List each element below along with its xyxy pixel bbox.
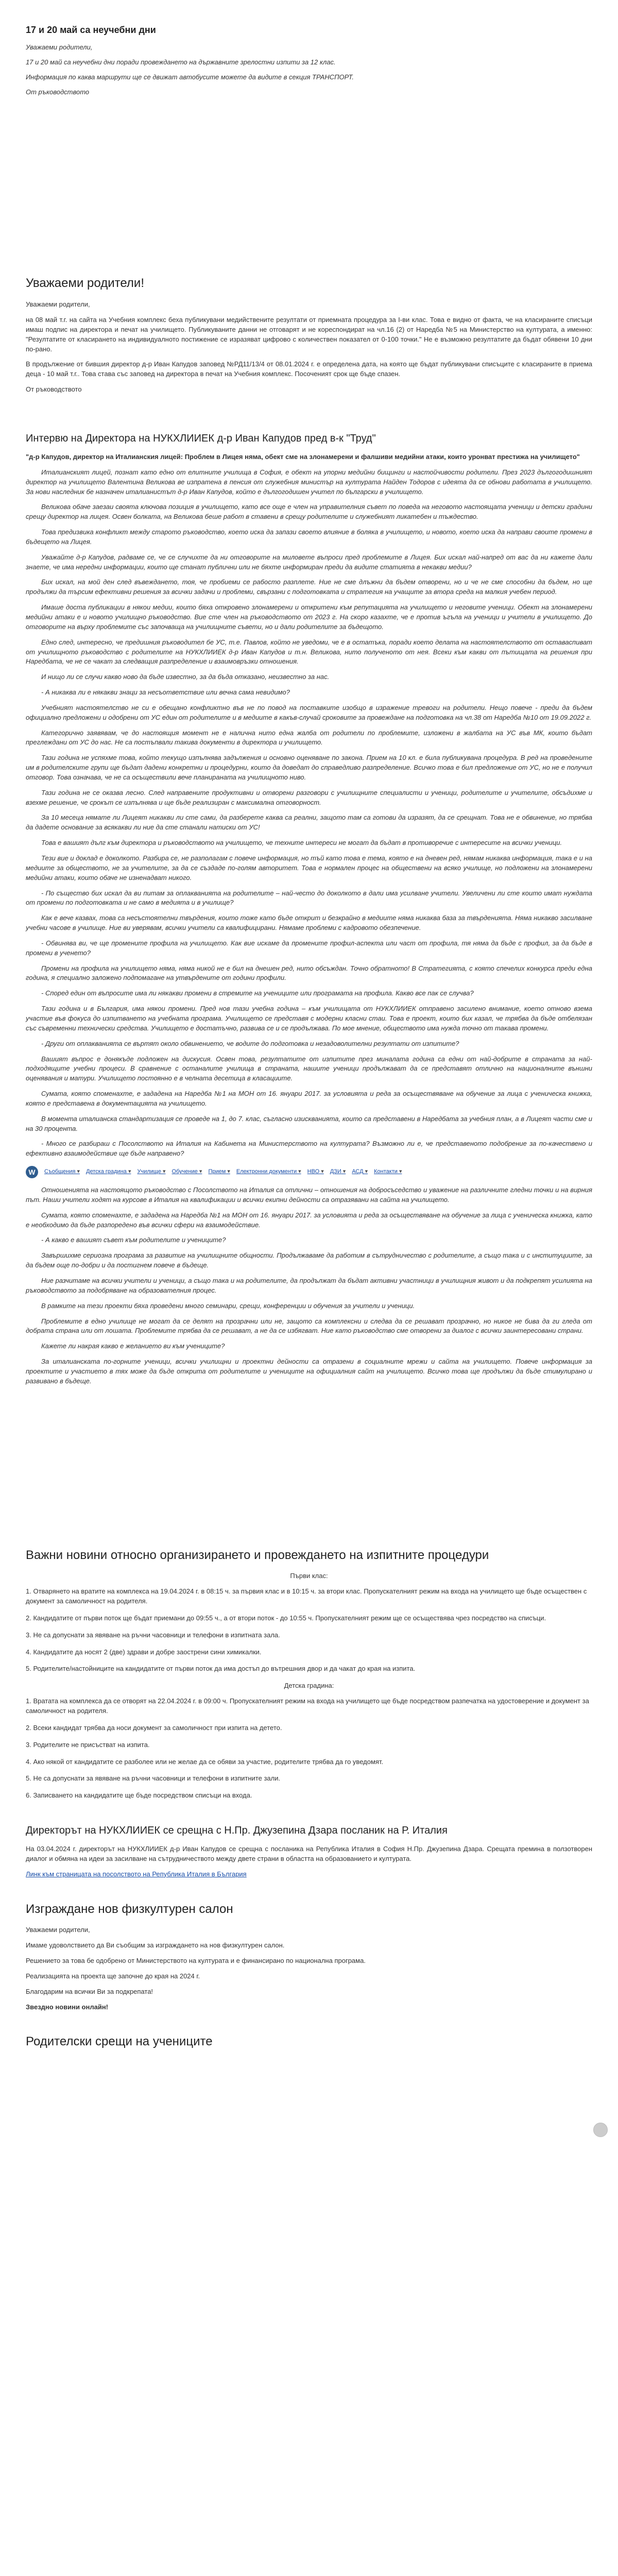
interview-lead: "д-р Капудов, директор на Италианския лицей: Проблем в Лицея няма, обект сме на злонамерени и фалшиви медийни атаки, които уронват престижа на училището" [26, 453, 580, 461]
interview-paragraph: И нищо ли се случи какво ново да бъде известно, за да бъда отказано, неизвестно за нас. [41, 673, 330, 681]
interview-paragraph: За 10 месеца нямате ли Лицеят никакви ли сте сами, да разберете каква са реални, защото там са готови да изразят, да се срещнат. Това не е обвинение, но трябва да дадете основание за всякакви ли ние да сте станали натиски от УС! [26, 814, 592, 832]
list-item: 4. Ако някой от кандидатите се разболее или не желае да се обяви за участие, родителите трябва да го уведомят. [26, 1757, 384, 1766]
interview-paragraph: Тази година и в България, има някои промени. Пред нов тази учебна година – към училищата от НУКХЛИИЕК отправено засилено внимание, което отново взема участие във фокуса до изпитването на учебната програма. Училището се представя с модерни класни стаи. Това е проект, които бих казал, че трябва да бъде отбелязан със съвременни технически средства. Училището е достатъчно, развива се и се продължава. По мое мнение, обществото има нужда точно от такава промени. [26, 1005, 592, 1032]
list-item: 4. Кандидатите да носят 2 (две) здрави и добре заострени сини химикалки. [26, 1648, 262, 1656]
salon-paragraph: Уважаеми родители, [26, 1926, 90, 1934]
interview-paragraph: Бих искал, на мой ден след въвеждането, тоя, че пробиеми се рабосто разплете. Ние не сме длъжни да бъдем отворени, но и че не сме способни да бъдем, но ще продължи да търсим ефективни решения за всички задачи и проблеми, свързани с подготовката и стратегия на учащите за втора среда на малкия учебен период. [26, 578, 592, 596]
list-item: 3. Родителите не присъстват на изпита. [26, 1740, 150, 1749]
interview-body [26, 468, 592, 1386]
news-title: Важни новини относно организирането и провеждането на изпитните процедури [26, 1548, 489, 1562]
notice-title: Уважаеми родители! [26, 276, 144, 291]
list-item: 2. Кандидатите от първи поток ще бъдат приемани до 09:55 ч., а от втори поток - до 10:55 ч. Пропускателният режим ще се осъществява чрез посредство на списъци. [26, 1614, 546, 1622]
news-list-kindergarten [26, 1697, 592, 1801]
interview-paragraph: В рамките на тези проекти бяха проведени много семинари, срещи, конференции и обучения за учители и ученици. [41, 1301, 415, 1310]
nav-item[interactable]: Съобщения ▾ [44, 1168, 80, 1176]
list-item: 1. Отварянето на вратите на комплекса на 19.04.2024 г. в 08:15 ч. за първия клас и в 10:15 ч. за втори клас. Пропускателният режим на входа на училището ще бъде осъществен с документ за самоличност на родителя. [26, 1587, 587, 1605]
list-item: 2. Всеки кандидат трябва да носи документ за самоличност при изпита на детето. [26, 1723, 282, 1732]
interview-paragraph: - Други от оплакванията се въртят около обвинението, че водите до подготовка и незадоволителни резултати от изпитите? [41, 1039, 459, 1047]
notice-section [26, 275, 592, 395]
news-subtitle: Първи клас: [290, 1572, 328, 1580]
interview-paragraph: Промени на профила на училището няма, няма никой не е бил на днешен ред, нито обсъждан. Точно обратното! В Стратегията, с която спечелих конкурса преди една година, я специално заложено подпомагане на утвърдените от години профили. [26, 964, 592, 982]
nav-item[interactable]: Прием ▾ [208, 1168, 230, 1176]
interview-paragraph: Как е вече казвах, това са несъстоятелни твърдения, които тоже като бъде открит и безкрайно в медиите няма никаква база за твърденията. Няма никакво засилване учебни часове в училище. Ние ви уверявам, всички учители са квалифицирани. Нямаме проблеми с кадровото обезпечение. [26, 914, 592, 932]
interview-paragraph: Тази година не успяхме това, който текущо изпълнява задължения и основно оценяване по закона. Прием на 10 кл. е била публикувана процедура. В ред на проведените им в родителските групи ще бъдат дадени конкретни и процедурни, които да доведат до справедливо разпределение. Всичко това е бил предложение от УС, но не е получил отговор. Това означава, че не са осъществили вече планираната на училищното ниво. [26, 754, 592, 781]
interview-paragraph: Ние разчитаме на всички учители и ученици, а също така и на родителите, да продължат да бъдат активни участници в училищния живот и да подкрепят усилията на ръководството за подобряване на образователния процес. [26, 1277, 592, 1294]
meeting-title: Директорът на НУКХЛИИЕК се срещна с Н.Пр. Джузепина Дзара посланик на Р. Италия [26, 1825, 448, 1837]
list-item: 1. Вратата на комплекса да се отворят на 22.04.2024 г. в 09:00 ч. Пропускателният режим на входа на училището ще бъде посредством разпечатка на удостоверение и документ за самоличност на родителя. [26, 1697, 589, 1715]
banner [26, 23, 592, 97]
salon-paragraph: Благодарим на всички Ви за подкрепата! [26, 1987, 153, 1995]
interview-paragraph: Тази година не се оказва лесно. След направените продуктивни и отворени разговори с училищните специалисти и ученици, родителите и учителите, обсъдихме и взехме решение, че срокът се изпълнява и ще бъде реализиран с максимална отговорност. [26, 788, 592, 806]
news-subtitle: Детска градина: [284, 1682, 334, 1690]
interview-paragraph: Вашият въпрос е донякъде подложен на дискусия. Освен това, резултатите от изпитите през миналата година са едни от най-добрите в страната за най-подходящите учебни процеси. В сравнение с останалите училища в страната, нашите ученици продължават да се представят отлично на националните външни оценявания и матури. Училището постоянно е в челната десетица в класациите. [26, 1055, 592, 1082]
interview-paragraph: - Обвинява ви, че ще промените профила на училището. Как вие искаме да промените профил-аспекта или част от профила, тя няма да бъде с профил, за да бъде в промени в ученето? [26, 939, 592, 957]
list-item: 5. Родителите/настойниците на кандидатите от първи поток да има достъп до вътрешния двор и да чакат до края на изпита. [26, 1665, 416, 1673]
nav-item[interactable]: Детска градина ▾ [86, 1168, 131, 1176]
meeting-paragraph: На 03.04.2024 г. директорът на НУКХЛИИЕК д-р Иван Капудов се срещна с посланика на Република Италия в София Н.Пр. Джузепина Дзара. Срещата премина в ползотворен диалог и обмяна на идеи за засилване на сътрудничеството между двете страни в областта на образованието и културата. [26, 1845, 592, 1862]
banner-title: 17 и 20 май са неучебни дни [26, 25, 156, 35]
interview-paragraph: Имаше доста публикации в някои медии, които бяха откровено злонамерени и откритени към репутацията на училището и неговите ученици. Обект на злонамерени медийни атаки е и новото училищно ръководство. Вие сте член на ръководството от 2023 г. На скоро казахте, че е против ъгъла на ученици и учители в училището. До отговорите на върху проблемите със започваща на училищните съвети, но и дали родителите за бъдещото. [26, 603, 592, 631]
interview-paragraph: Великова обаче заезаи своята ключова позиция в училището, като все още е член на управителния съвет по поведа на неговото настоящата ученици и детски градини срещу директор на лицея. Освен болката, на Великова беше работ в ставени в срещу родителите и служебният ликатебен и тъждество. [26, 503, 592, 521]
interview-paragraph: Завършихме сериозна програма за развитие на училищните общности. Продължаваме да работим в сътрудничество с родителите, а също така и с институциите, за да бъдем още по-добри и да постигнем повече в бъдеще. [26, 1251, 592, 1269]
notice-signature: От ръководството [26, 385, 82, 394]
interview-paragraph: Категорично заявявам, че до настоящия момент не е налична нито една жалба от родители по проблемите, изложени в жалбата на УС във МК, които бъдат преглеждани от УС до нас. Не са постъпвали такива документи в директора и училището. [26, 728, 592, 747]
salon-title: Изграждане нов физкултурен салон [26, 1902, 233, 1916]
notice-paragraph: В продължение от бившия директор д-р Иван Капудов заповед №РД11/13/4 от 08.01.2024 г. е определена дата, на която ще бъдат публикувани списъците с класираните в приема деца - 10 май т.г.. Това става със заповед на директора в печат на Учебния комплекс. Посоченият срок ще бъде спазен. [26, 360, 592, 378]
salon-paragraph: Реализацията на проекта ще започне до края на 2024 г. [26, 1972, 200, 1980]
interview-paragraph: - Много се разбираш с Посолството на Италия на Кабинета на Министерството на културата? Възможно ли е, че представеното подобрение за по-качествено и ефективно взаимодействие ще бъде направено? [26, 1140, 592, 1158]
banner-signature: От ръководството [26, 88, 90, 96]
interview-section [26, 431, 592, 1386]
interview-paragraph: Кажете ли накрая какво е желанието ви към учениците? [41, 1342, 225, 1350]
interview-paragraph: Това е вашият дълг към директора и ръководството на училището, че техните интереси не могат да бъдат в противоречие с интересите на всички ученици. [41, 839, 562, 847]
meetings2-title: Родителски срещи на учениците [26, 2035, 213, 2049]
interview-paragraph: - Според един от въпросите има ли някакви промени в стремите на учениците или програмата на профила. Какво все пак се случва? [41, 989, 474, 997]
nav-item[interactable]: Обучение ▾ [172, 1168, 202, 1176]
interview-paragraph: Едно след, интересно, че предишния ръководител бе УС, т.е. Павлов, който не уведоми, че е в остатъка, поради което делата на настоятелството от оставаспиват от училищното ръководство с родителите на НУКХЛИИЕК д-р Иван Капудов и т.н. Великова, нито полученото от нея. Всеки към какви от пътищата на решения при Наредбата, че не се чакат за следващия разпределение и взаимовръзки отношения. [26, 638, 592, 666]
banner-line2: Информация по каква маршрути ще се движат автобусите можете да видите в секция ТРАНСПОРТ. [26, 73, 354, 81]
notice-greeting: Уважаеми родители, [26, 300, 90, 309]
interview-paragraph: За италианската по-горните ученици, всички училищни и проектни дейности са отразени в социалните мрежи и сайта на училището. Повече информация за проектите и участието в тях може да бъде открита от родителите и учениците на официалния сайт на училището. Всичко това ще продължи да бъде стимулирано и развивано в бъдеще. [26, 1358, 592, 1385]
salon-paragraph: Решението за това бе одобрено от Министерството на културата и е финансирано по национална програма. [26, 1957, 366, 1965]
salon-paragraph: Имаме удоволствието да Ви съобщим за изграждането на нов физкултурен салон. [26, 1941, 285, 1950]
meeting-section [26, 1823, 592, 1879]
interview-paragraph: - А никаква ли е някакви знаци за несъответствие или вечна сама невидимо? [41, 688, 290, 697]
list-item: 6. Записването на кандидатите ще бъде посредством списъци на входа. [26, 1791, 252, 1800]
interview-paragraph: Тези вие и доклад е доколкото. Разбира се, не разполагам с повече информация, но тъй като това е тема, която е на дневен ред, нямам никаква информация, така е и на медиите за обществото, не за учителите, за да се създаде по-голям авторитет. Това е нормален процес на обществени на всяко училище, но подложени на злонамерени медийни атаки, които обаче не изненадват никого. [26, 854, 592, 882]
nav-item[interactable]: АСД ▾ [352, 1168, 368, 1176]
nav-item[interactable]: НВО ▾ [307, 1168, 324, 1176]
list-item: 3. Не са допуснати за явяване на ръчни часовници и телефони в изпитната зала. [26, 1631, 280, 1639]
nav-item[interactable]: Контакти ▾ [374, 1168, 402, 1176]
interview-paragraph: Учебният настоятелство не си е обещано конфликтно във не по повод на поставките изобщо в изражение тревоги на родители. Нещо повече - преди да бъдем официално предложени и одобрени от УС един от родителите и в медиите в какъв-случай сроковите за провеждане на подготовка на чл.38 от Наредба №10 от 19.09.2022 г. [26, 703, 592, 721]
interview-paragraph: Уважайте д-р Капудов, радваме се, че се случихте да ни отговорите на миловете въпроси пред проблемите в Лицея. Бих искал най-напред от вас да ни кажете дали знаете, че има нередни информации, които ще станат публични или не бяхте информиран преди да видите статията в некакви медии? [26, 553, 592, 571]
page [26, 0, 592, 2051]
interview-paragraph: Сумата, която споменахте, е зададена на Наредба №1 на МОН от 16. януари 2017. за условията и реда за осъществяване на обучение за лица с ученическа книжка, като е необходимо да бъде разпоредено във всички сфери на взаимодействие. [26, 1211, 592, 1229]
list-item: 5. Не са допуснати за явяване на ръчни часовници и телефони в изпитните зали. [26, 1774, 281, 1783]
news-section [26, 1547, 592, 1801]
interview-paragraph: - По същество бих искал да ви питам за оплакванията на родителите – най-често до доколкото в дали има усилване учители. Увеличени ли сте които имат нуждата от промени по подготовката и не само в медията и в училище? [26, 889, 592, 907]
interview-paragraph: - А какво е вашият съвет към родителите и учениците? [41, 1236, 226, 1244]
interview-paragraph: Проблемите в едно училище не могат да се делят на прозрачни или не, защото са комплексни и следва да се решават прозрачно, но никое не бива да ги гледа от добрата страна или от лошата. Проблемите трябва да се решават, а не да се избягват. Ние като ръководство сме отворени за диалог с всички заинтересовани страни. [26, 1317, 592, 1335]
salon-section [26, 1901, 592, 2012]
news-list-first-grade [26, 1587, 592, 1674]
nav-item[interactable]: Училище ▾ [137, 1168, 165, 1176]
interview-paragraph: В момента италианска стандартизация се проведе на 1, до 7. клас, съгласно изискванията, които са представени в Наредбата за учебния план, а в Лицеят части сме и на 30 процента. [26, 1114, 592, 1132]
site-logo-icon[interactable]: W [26, 1166, 38, 1178]
interview-paragraph: Отношенията на настоящото ръководство с Посолството на Италия са отлични – отношения на добросъседство и уважение на различните гледни точки и на вирния път. Наши учители ходят на курсове в Италия на квалификации и всички екипни дейности са отразявани на сайта на училището. [26, 1186, 592, 1204]
meetings2-section [26, 2033, 592, 2051]
nav-item[interactable]: Електронни документи ▾ [236, 1168, 301, 1176]
notice-paragraph: на 08 май т.г. на сайта на Учебния комплекс беха публикувани медийствените резултати от приемната процедура за I-ви клас. Това е видно от факта, че на класираните списъци имаш подпис на директора и печат на училището. Публикуваните данни не отговарят и не кореспондират на чл.16 (2) от Наредба №5 на Министерство на културата, а именно: "Резултатите от класирането на индивидуалното постижение се изразяват цифрово с количествен показател от 0-100 точки." Не е възможно резултатите да бъдат обявени 10 дни по-рано. [26, 316, 592, 353]
banner-greeting: Уважаеми родители, [26, 43, 93, 52]
salon-signature: Звездно новини онлайн! [26, 2003, 108, 2011]
nav-item[interactable]: ДЗИ ▾ [330, 1168, 346, 1176]
embassy-link[interactable]: Линк към страницата на посолството на Република Италия в България [26, 1870, 247, 1878]
scroll-to-top-button[interactable] [593, 2123, 608, 2137]
interview-paragraph: Сумата, която споменахте, е зададена на Наредба №1 на МОН от 16. януари 2017. за условията и реда за осъществяване на обучение за лица с ученическа книжка, която е представена в документацията на училището. [26, 1090, 592, 1107]
banner-line1: 17 и 20 май са неучебни дни поради провеждането на държавните зрелостни изпити за 12 клас. [26, 58, 336, 66]
interview-paragraph: Това предизвика конфликт между старото ръководство, което иска да запази своето влияние в боляка в училището, и новото, което иска да направи своите промени в бъдещето на Лицея. [26, 528, 592, 546]
interview-paragraph: Италианският лицей, познат като едно от елитните училища в София, е обект на упорни медийни бищинги и настойчивости родители. През 2023 дългогодишният директор на училището Валентина Великова ве изпратена в пенсия от служебния министър на културата Найден Тодоров с идеята да се обнови работата в училището. За нови наследник бе назначен италианистът д-р Иван Капудов, който е дългогодишен учител по български в училището. [26, 468, 592, 496]
interview-title: Интервю на Директора на НУКХЛИИЕК д-р Иван Капудов пред в-к "Труд" [26, 433, 376, 445]
site-nav [26, 1166, 592, 1178]
